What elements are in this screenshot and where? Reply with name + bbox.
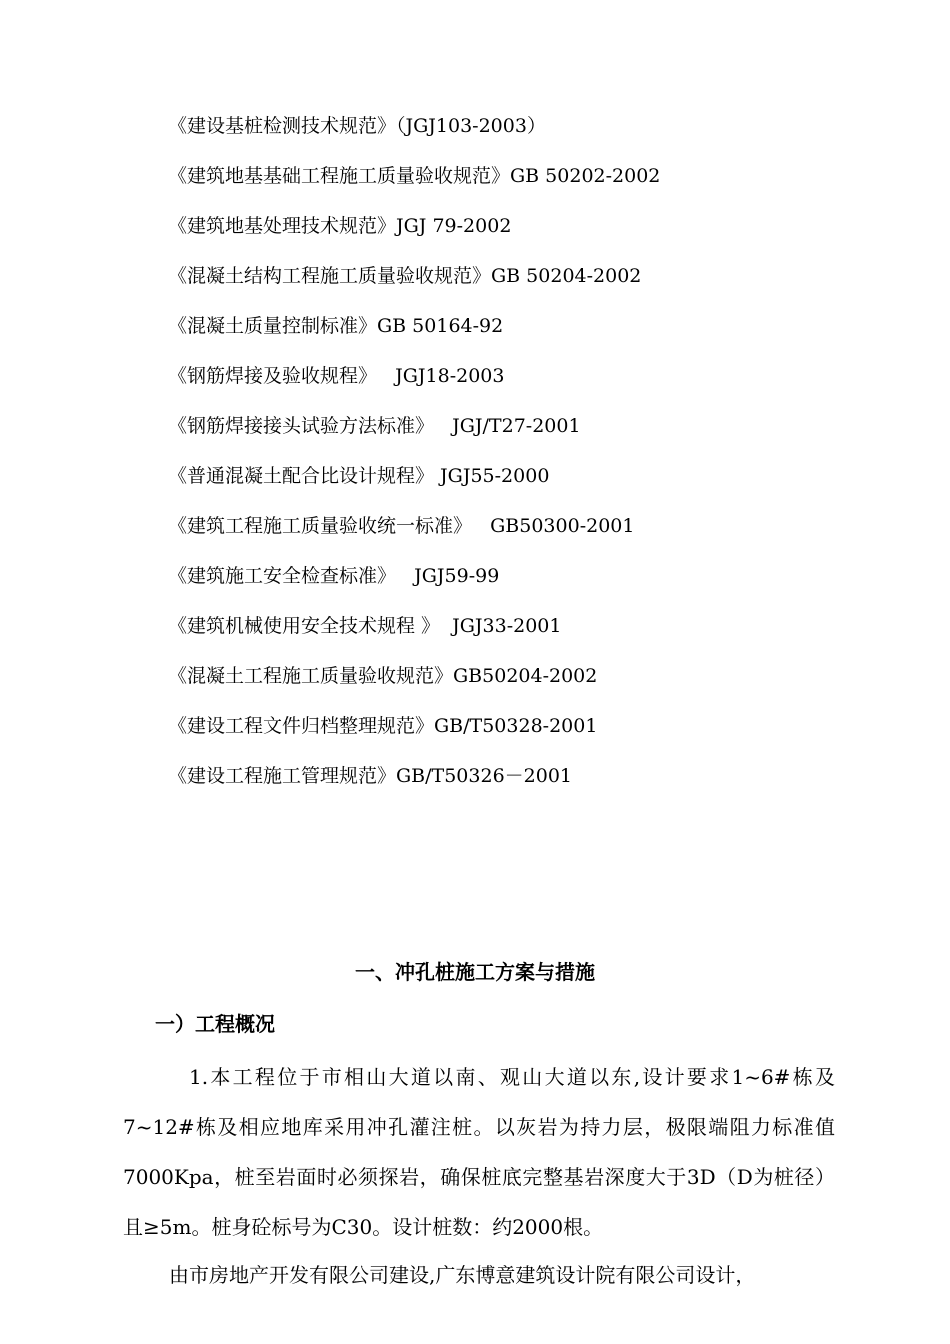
reference-item: 《建筑施工安全检查标准》 JGJ59-99 <box>168 565 500 587</box>
reference-item: 《混凝土质量控制标准》GB 50164-92 <box>168 315 504 337</box>
reference-item: 《混凝土工程施工质量验收规范》GB50204-2002 <box>168 665 598 687</box>
reference-item: 《钢筋焊接及验收规程》 JGJ18-2003 <box>168 365 505 387</box>
project-overview-paragraph: 1.本工程位于市相山大道以南、观山大道以东,设计要求1~6#栋及7~12#栋及相应地库采用冲孔灌注桩。以灰岩为持力层，极限端阻力标准值7000Kpa，桩至岩面时必须探岩，确保桩底完整基岩深度大于3D（D为桩径）且≥5m。桩身砼标号为C30。设计桩数：约2000根。 <box>123 1065 835 1239</box>
reference-standards-list <box>168 108 660 808</box>
reference-item: 《建设工程文件归档整理规范》GB/T50328-2001 <box>168 715 598 737</box>
reference-item: 《钢筋焊接接头试验方法标准》 JGJ/T27-2001 <box>168 415 581 437</box>
subsection-title: 一）工程概况 <box>155 1012 275 1036</box>
reference-item: 《建设工程施工管理规范》GB/T50326－2001 <box>168 765 573 787</box>
project-parties-paragraph: 由市房地产开发有限公司建设,广东博意建筑设计院有限公司设计， <box>169 1263 756 1287</box>
section-title: 一、冲孔桩施工方案与措施 <box>355 960 595 984</box>
reference-item: 《混凝土结构工程施工质量验收规范》GB 50204-2002 <box>168 265 642 287</box>
reference-item: 《建设基桩检测技术规范》（JGJ103-2003） <box>168 115 546 137</box>
reference-item: 《建筑机械使用安全技术规程 》 JGJ33-2001 <box>168 615 562 637</box>
reference-item: 《建筑工程施工质量验收统一标准》 GB50300-2001 <box>168 515 635 537</box>
reference-item: 《建筑地基基础工程施工质量验收规范》GB 50202-2002 <box>168 165 661 187</box>
reference-item: 《普通混凝土配合比设计规程》 JGJ55-2000 <box>168 465 550 487</box>
reference-item: 《建筑地基处理技术规范》JGJ 79-2002 <box>168 215 512 237</box>
